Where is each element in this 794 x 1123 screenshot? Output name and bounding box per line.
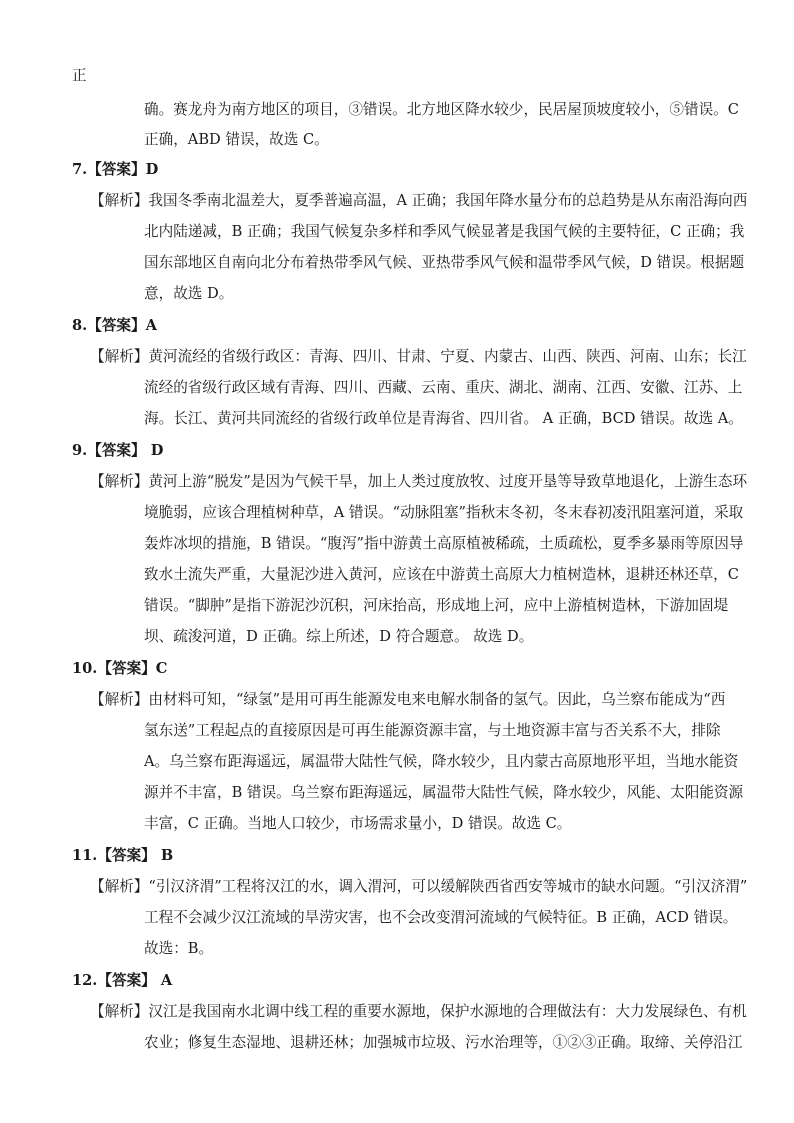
explanation-line: 氢东送”工程起点的直接原因是可再生能源资源丰富，与土地资源丰富与否关系不大，排除 — [144, 722, 721, 739]
explanation-line: 【解析】黄河流经的省级行政区：青海、四川、甘肃、宁夏、内蒙古、山西、陕西、河南、山东；长江 — [90, 348, 747, 365]
explanation-line: 海。长江、黄河共同流经的省级行政单位是青海省、四川省。 A 正确，BCD 错误。故选 A。 — [144, 410, 743, 427]
explanation-line: 国东部地区自南向北分布着热带季风气候、亚热带季风气候和温带季风气候，D 错误。根据题 — [144, 254, 745, 271]
answer-label-12: 12.【答案】 A — [72, 972, 173, 989]
explanation-line: 轰炸冰坝的措施，B 错误。“腹泻”指中游黄土高原植被稀疏，土质疏松，夏季多暴雨等原因导 — [144, 535, 744, 552]
explanation-line: 农业；修复生态湿地、退耕还林；加强城市垃圾、污水治理等，①②③正确。取缔、关停沿江 — [144, 1034, 743, 1051]
explanation-line: 坝、疏浚河道，D 正确。综上所述，D 符合题意。 故选 D。 — [144, 628, 534, 645]
answer-label-10: 10.【答案】C — [72, 660, 168, 677]
explanation-line: 致水土流失严重，大量泥沙进入黄河，应该在中游黄土高原大力植树造林，退耕还林还草，C — [144, 566, 739, 583]
answer-label-7: 7.【答案】D — [72, 161, 159, 178]
answer-label-11: 11.【答案】 B — [72, 847, 174, 864]
explanation-line: 丰富，C 正确。当地人口较少，市场需求量小，D 错误。故选 C。 — [144, 815, 572, 832]
explanation-line: 【解析】汉江是我国南水北调中线工程的重要水源地，保护水源地的合理做法有：大力发展绿色、有机 — [90, 1003, 747, 1020]
explanation-line: 北内陆递减，B 正确；我国气候复杂多样和季风气候显著是我国气候的主要特征，C 正确；我 — [144, 223, 745, 240]
top-fragment: 正 — [72, 67, 87, 84]
explanation-line: 【解析】“引汉济渭”工程将汉江的水，调入渭河，可以缓解陕西省西安等城市的缺水问题。“引汉济渭” — [90, 878, 748, 895]
explanation-line: 流经的省级行政区域有青海、四川、西藏、云南、重庆、湖北、湖南、江西、安徽、江苏、上 — [144, 379, 743, 396]
text-line: 确。赛龙舟为南方地区的项目，③错误。北方地区降水较少，民居屋顶坡度较小，⑤错误。C — [144, 101, 739, 118]
explanation-line: 【解析】黄河上游“脱发”是因为气候干旱，加上人类过度放牧、过度开垦等导致草地退化，上游生态环 — [90, 473, 748, 490]
explanation-line: 【解析】由材料可知，“绿氢”是用可再生能源发电来电解水制备的氢气。因此，乌兰察布能成为“西 — [90, 691, 726, 708]
explanation-line: 源并不丰富，B 错误。乌兰察布距海遥远，属温带大陆性气候，降水较少，风能、太阳能资源 — [144, 784, 744, 801]
explanation-line: 【解析】我国冬季南北温差大，夏季普遍高温，A 正确；我国年降水量分布的总趋势是从东南沿海向西 — [90, 192, 748, 209]
explanation-line: A。乌兰察布距海遥远，属温带大陆性气候，降水较少，且内蒙古高原地形平坦，当地水能资 — [144, 753, 739, 770]
answer-label-9: 9.【答案】 D — [72, 442, 164, 459]
explanation-line: 境脆弱，应该合理植树种草，A 错误。“动脉阻塞”指秋末冬初，冬末春初凌汛阻塞河道，采取 — [144, 504, 744, 521]
text-line: 正确，ABD 错误，故选 C。 — [144, 131, 329, 148]
answer-label-8: 8.【答案】A — [72, 317, 157, 334]
explanation-line: 工程不会减少汉江流域的旱涝灾害，也不会改变渭河流域的气候特征。B 正确，ACD 错误。 — [144, 909, 738, 926]
explanation-line: 意，故选 D。 — [144, 285, 234, 302]
explanation-line: 故选：B。 — [144, 940, 214, 957]
explanation-line: 错误。“脚肿”是指下游泥沙沉积，河床抬高，形成地上河，应中上游植树造林，下游加固堤 — [144, 597, 729, 614]
